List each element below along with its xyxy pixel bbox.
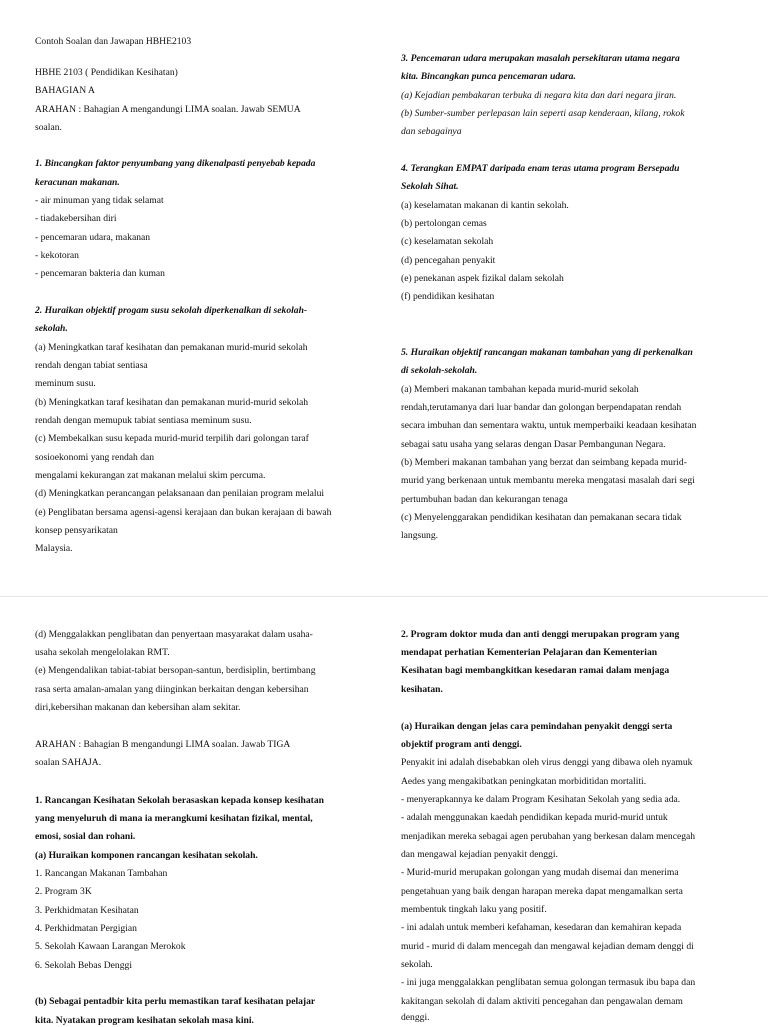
answer-line: - tiadakebersihan diri [35, 213, 117, 224]
answer-line: kakitangan sekolah di dalam aktiviti pencegahan dan pengawalan demam [401, 996, 683, 1007]
answer-line: - menyerapkannya ke dalam Program Kesihatan Sekolah yang sedia ada. [401, 794, 681, 805]
answer-line: - pencemaran bakteria dan kuman [35, 268, 165, 279]
answer-line: 1. Rancangan Makanan Tambahan [35, 868, 168, 879]
answer-line: secara imbuhan dan sementara waktu, untuk memperbaiki keadaan kesihatan [401, 420, 697, 431]
answer-line: (b) Meningkatkan taraf kesihatan dan pemakanan murid-murid sekolah [35, 397, 309, 408]
answer-line: (d) Meningkatkan perancangan pelaksanaan dan penilaian program melalui [35, 488, 325, 499]
answer-line: sebagai satu usaha yang selaras dengan Dasar Pembangunan Negara. [401, 439, 666, 450]
question-heading: di sekolah-sekolah. [401, 365, 478, 376]
answer-line: dan sebagainya [401, 126, 462, 137]
answer-line: 2. Program 3K [35, 886, 92, 897]
answer-line: (d) Menggalakkan penglibatan dan penyertaan masyarakat dalam usaha- [35, 629, 313, 640]
question-heading: 1. Rancangan Kesihatan Sekolah berasaskan kepada konsep kesihatan [35, 795, 324, 806]
question-heading: 1. Bincangkan faktor penyumbang yang dikenalpasti penyebab kepada [35, 158, 316, 169]
answer-line: (b) Memberi makanan tambahan yang berzat dan seimbang kepada murid- [401, 457, 687, 468]
answer-line: rasa serta amalan-amalan yang diinginkan berkaitan dengan kebersihan [35, 684, 309, 695]
question-heading: 4. Terangkan EMPAT daripada enam teras utama program Bersepadu [401, 163, 680, 174]
answer-line: murid yang berkenaan untuk membantu mereka mengatasi masalah dari segi [401, 475, 695, 486]
answer-line: - adalah menggunakan kaedah pendidikan kepada murid-murid untuk [401, 812, 668, 823]
answer-line: (c) Membekalkan susu kepada murid-murid terpilih dari golongan taraf [35, 433, 309, 444]
sub-question: kita. Nyatakan program kesihatan sekolah masa kini. [35, 1015, 254, 1026]
answer-line: 6. Sekolah Bebas Denggi [35, 960, 132, 971]
instruction-line: soalan SAHAJA. [35, 757, 102, 768]
answer-line: - ini juga menggalakkan penglibatan semua golongan termasuk ibu bapa dan [401, 977, 696, 988]
page-divider [0, 596, 768, 597]
answer-line: sosioekonomi yang rendah dan [35, 452, 155, 463]
answer-line: sekolah. [401, 959, 433, 970]
answer-line: (b) Sumber-sumber perlepasan lain seperti asap kenderaan, kilang, rokok [401, 108, 685, 119]
answer-line: (b) pertolongan cemas [401, 218, 487, 229]
answer-line: diri,kebersihan makanan dan kebersihan alam sekitar. [35, 702, 241, 713]
answer-line: 4. Perkhidmatan Pergigian [35, 923, 137, 934]
answer-line: Malaysia. [35, 543, 73, 554]
question-heading: kita. Bincangkan punca pencemaran udara. [401, 71, 576, 82]
answer-line: (d) pencegahan penyakit [401, 255, 496, 266]
answer-line: rendah dengan tabiat sentiasa [35, 360, 148, 371]
answer-line: (e) penekanan aspek fizikal dalam sekolah [401, 273, 564, 284]
answer-line: dan mengawal kejadian penyakit denggi. [401, 849, 558, 860]
answer-line: rendah dengan memupuk tabiat sentiasa meminum susu. [35, 415, 252, 426]
document-title: Contoh Soalan dan Jawapan HBHE2103 [35, 36, 192, 47]
answer-line: (a) Meningkatkan taraf kesihatan dan pemakanan murid-murid sekolah [35, 342, 308, 353]
answer-line: rendah,terutamanya dari luar bandar dan golongan berpendapatan rendah [401, 402, 682, 413]
answer-line: murid - murid di dalam mencegah dan mengawal kejadian demam denggi di [401, 941, 694, 952]
answer-line: - Murid-murid merupakan golongan yang mudah disemai dan menerima [401, 867, 679, 878]
answer-line: langsung. [401, 530, 439, 541]
answer-line: (a) Memberi makanan tambahan kepada murid-murid sekolah [401, 384, 639, 395]
answer-line: - pencemaran udara, makanan [35, 232, 151, 243]
instruction-line: soalan. [35, 122, 62, 133]
answer-line: 3. Perkhidmatan Kesihatan [35, 905, 139, 916]
question-heading: Kesihatan bagi membangkitkan kesedaran ramai dalam menjaga [401, 665, 670, 676]
answer-line: (f) pendidikan kesihatan [401, 291, 495, 302]
question-heading: 2. Huraikan objektif progam susu sekolah diperkenalkan di sekolah- [35, 305, 308, 316]
answer-line: (c) Menyelenggarakan pendidikan kesihatan dan pemakanan secara tidak [401, 512, 682, 523]
answer-line: (a) Kejadian pembakaran terbuka di negara kita dan dari negara jiran. [401, 90, 677, 101]
sub-question: objektif program anti denggi. [401, 739, 522, 750]
course-heading: HBHE 2103 ( Pendidikan Kesihatan) [35, 67, 178, 78]
answer-line: Aedes yang mengakibatkan peningkatan morbiditidan mortaliti. [401, 776, 647, 787]
question-heading: emosi, sosial dan rohani. [35, 831, 136, 842]
answer-line: (c) keselamatan sekolah [401, 236, 494, 247]
question-heading: mendapat perhatian Kementerian Pelajaran dan Kementerian [401, 647, 658, 658]
answer-line: denggi. [401, 1012, 430, 1023]
instruction-line: ARAHAN : Bahagian B mengandungi LIMA soalan. Jawab TIGA [35, 739, 291, 750]
answer-line: pertumbuhan badan dan kekurangan tenaga [401, 494, 568, 505]
answer-line: usaha sekolah mengelolakan RMT. [35, 647, 170, 658]
answer-line: (e) Mengendalikan tabiat-tabiat bersopan-santun, berdisiplin, bertimbang [35, 665, 316, 676]
instruction-line: ARAHAN : Bahagian A mengandungi LIMA soalan. Jawab SEMUA [35, 104, 301, 115]
question-heading: kesihatan. [401, 684, 443, 695]
sub-question: (a) Huraikan komponen rancangan kesihatan sekolah. [35, 850, 258, 861]
answer-line: meminum susu. [35, 378, 96, 389]
answer-line: 5. Sekolah Kawaan Larangan Merokok [35, 941, 186, 952]
answer-line: konsep pensyarikatan [35, 525, 118, 536]
question-heading: yang menyeluruh di mana ia merangkumi kesihatan fizikal, mental, [35, 813, 313, 824]
answer-line: - kekotoran [35, 250, 79, 261]
question-heading: sekolah. [35, 323, 68, 334]
question-heading: Sekolah Sihat. [401, 181, 459, 192]
answer-line: pengetahuan yang baik dengan harapan mereka dapat mengamalkan serta [401, 886, 683, 897]
answer-line: - air minuman yang tidak selamat [35, 195, 164, 206]
sub-question: (b) Sebagai pentadbir kita perlu memastikan taraf kesihatan pelajar [35, 996, 316, 1007]
answer-line: menjadikan mereka sebagai agen perubahan yang berkesan dalam mencegah [401, 831, 696, 842]
question-heading: 3. Pencemaran udara merupakan masalah persekitaran utama negara [401, 53, 680, 64]
sub-question: (a) Huraikan dengan jelas cara pemindahan penyakit denggi serta [401, 721, 673, 732]
question-heading: keracunan makanan. [35, 177, 120, 188]
answer-line: (a) keselamatan makanan di kantin sekolah. [401, 200, 569, 211]
answer-line: membentuk tingkah laku yang positif. [401, 904, 547, 915]
question-heading: 5. Huraikan objektif rancangan makanan tambahan yang di perkenalkan [401, 347, 693, 358]
question-heading: 2. Program doktor muda dan anti denggi merupakan program yang [401, 629, 680, 640]
answer-line: - ini adalah untuk memberi kefahaman, kesedaran dan kemahiran kepada [401, 922, 682, 933]
answer-line: mengalami kekurangan zat makanan melalui skim percuma. [35, 470, 266, 481]
answer-line: (e) Penglibatan bersama agensi-agensi kerajaan dan bukan kerajaan di bawah [35, 507, 332, 518]
answer-line: Penyakit ini adalah disebabkan oleh virus denggi yang dibawa oleh nyamuk [401, 757, 693, 768]
section-heading: BAHAGIAN A [35, 85, 95, 96]
